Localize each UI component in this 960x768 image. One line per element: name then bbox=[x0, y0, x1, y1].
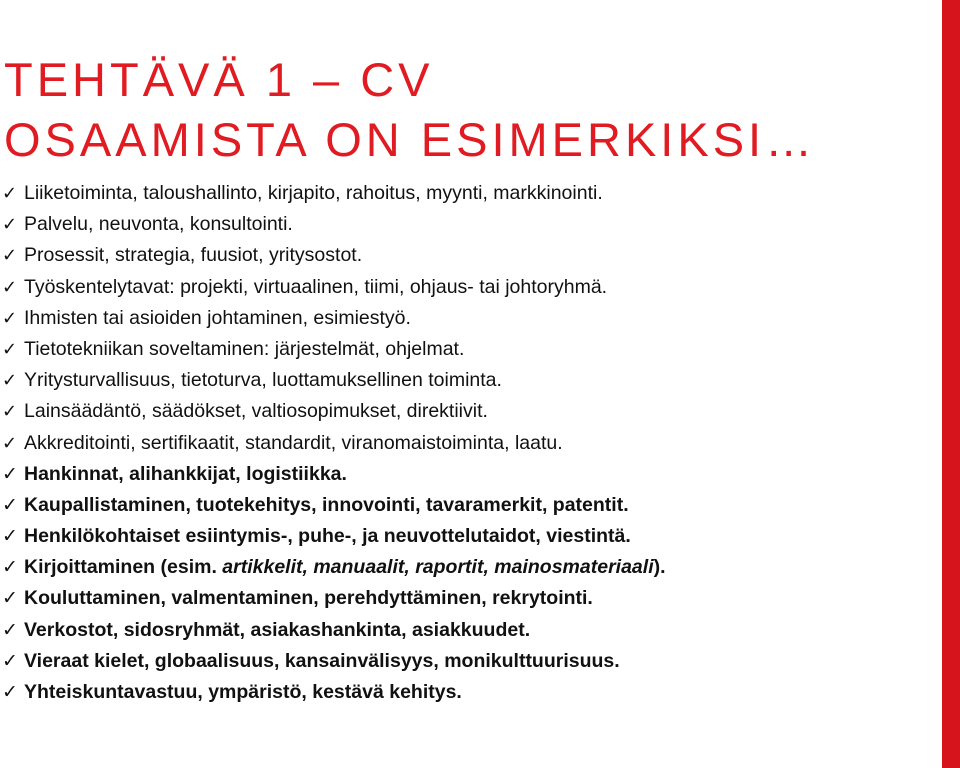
list-item-text: Lainsäädäntö, säädökset, valtiosopimukset, direktiivit. bbox=[24, 400, 488, 423]
list-item bbox=[2, 583, 666, 614]
list-item bbox=[2, 209, 666, 240]
list-item bbox=[2, 272, 666, 303]
list-item-text: Tietotekniikan soveltaminen: järjestelmät, ohjelmat. bbox=[24, 337, 465, 360]
list-item-text: Hankinnat, alihankkijat, logistiikka. bbox=[24, 462, 347, 485]
list-item bbox=[2, 490, 666, 521]
title-line-1: TEHTÄVÄ 1 – CV bbox=[4, 53, 434, 106]
checkmark-icon: ✓ bbox=[2, 525, 18, 548]
slide-title bbox=[4, 50, 816, 170]
list-item-text: Prosessit, strategia, fuusiot, yritysostot. bbox=[24, 244, 363, 267]
list-item-text: Yhteiskuntavastuu, ympäristö, kestävä kehitys. bbox=[24, 681, 462, 703]
list-item-text: Kouluttaminen, valmentaminen, perehdyttäminen, rekrytointi. bbox=[24, 587, 593, 610]
list-item-text-prefix: Kirjoittaminen (esim. bbox=[24, 556, 223, 579]
list-item-text: Työskentelytavat: projekti, virtuaalinen, tiimi, ohjaus- tai johtoryhmä. bbox=[24, 275, 608, 298]
checkmark-icon: ✓ bbox=[2, 370, 18, 392]
checkmark-icon: ✓ bbox=[2, 214, 18, 236]
side-accent-bar bbox=[942, 0, 960, 768]
list-item-text: Verkostot, sidosryhmät, asiakashankinta, asiakkuudet. bbox=[24, 618, 531, 641]
checkmark-icon: ✓ bbox=[2, 307, 18, 329]
list-item bbox=[2, 334, 666, 365]
list-item bbox=[2, 677, 666, 708]
title-line-2: OSAAMISTA ON ESIMERKIKSI… bbox=[4, 113, 817, 166]
list-item-text: Vieraat kielet, globaalisuus, kansainvälisyys, monikulttuurisuus. bbox=[24, 649, 620, 672]
checkmark-icon: ✓ bbox=[2, 649, 18, 672]
list-item-text-italic: artikkelit, manuaalit, raportit, mainosmateriaali bbox=[222, 556, 654, 579]
checkmark-icon: ✓ bbox=[2, 493, 18, 516]
checkmark-icon: ✓ bbox=[2, 681, 18, 703]
list-item-text: Palvelu, neuvonta, konsultointi. bbox=[24, 213, 293, 236]
checkmark-icon: ✓ bbox=[2, 587, 18, 610]
list-item bbox=[2, 459, 666, 490]
checkmark-icon: ✓ bbox=[2, 245, 18, 267]
list-item bbox=[2, 365, 666, 396]
list-item-text: Ihmisten tai asioiden johtaminen, esimiestyö. bbox=[24, 306, 411, 329]
list-item bbox=[2, 240, 666, 271]
checkmark-icon: ✓ bbox=[2, 401, 18, 423]
list-item bbox=[2, 615, 666, 646]
list-item-text: Kaupallistaminen, tuotekehitys, innovointi, tavaramerkit, patentit. bbox=[24, 493, 629, 516]
list-item bbox=[2, 646, 666, 677]
list-item-text-suffix: ). bbox=[653, 556, 666, 579]
checkmark-icon: ✓ bbox=[2, 462, 18, 485]
checkmark-icon: ✓ bbox=[2, 618, 18, 641]
list-item bbox=[2, 428, 666, 459]
checkmark-icon: ✓ bbox=[2, 183, 18, 204]
list-item-text: Akkreditointi, sertifikaatit, standardit, viranomaistoiminta, laatu. bbox=[24, 431, 563, 454]
checkmark-icon: ✓ bbox=[2, 432, 18, 454]
list-item bbox=[2, 396, 666, 427]
skills-list bbox=[2, 178, 666, 708]
list-item bbox=[2, 552, 666, 583]
list-item-text: Yritysturvallisuus, tietoturva, luottamuksellinen toiminta. bbox=[24, 369, 502, 392]
checkmark-icon: ✓ bbox=[2, 556, 18, 579]
checkmark-icon: ✓ bbox=[2, 338, 18, 360]
checkmark-icon: ✓ bbox=[2, 276, 18, 298]
list-item-text: Liiketoiminta, taloushallinto, kirjapito, rahoitus, myynti, markkinointi. bbox=[24, 182, 603, 204]
list-item bbox=[2, 303, 666, 334]
list-item bbox=[2, 178, 666, 209]
list-item bbox=[2, 521, 666, 552]
list-item-text: Henkilökohtaiset esiintymis-, puhe-, ja neuvottelutaidot, viestintä. bbox=[24, 525, 631, 548]
